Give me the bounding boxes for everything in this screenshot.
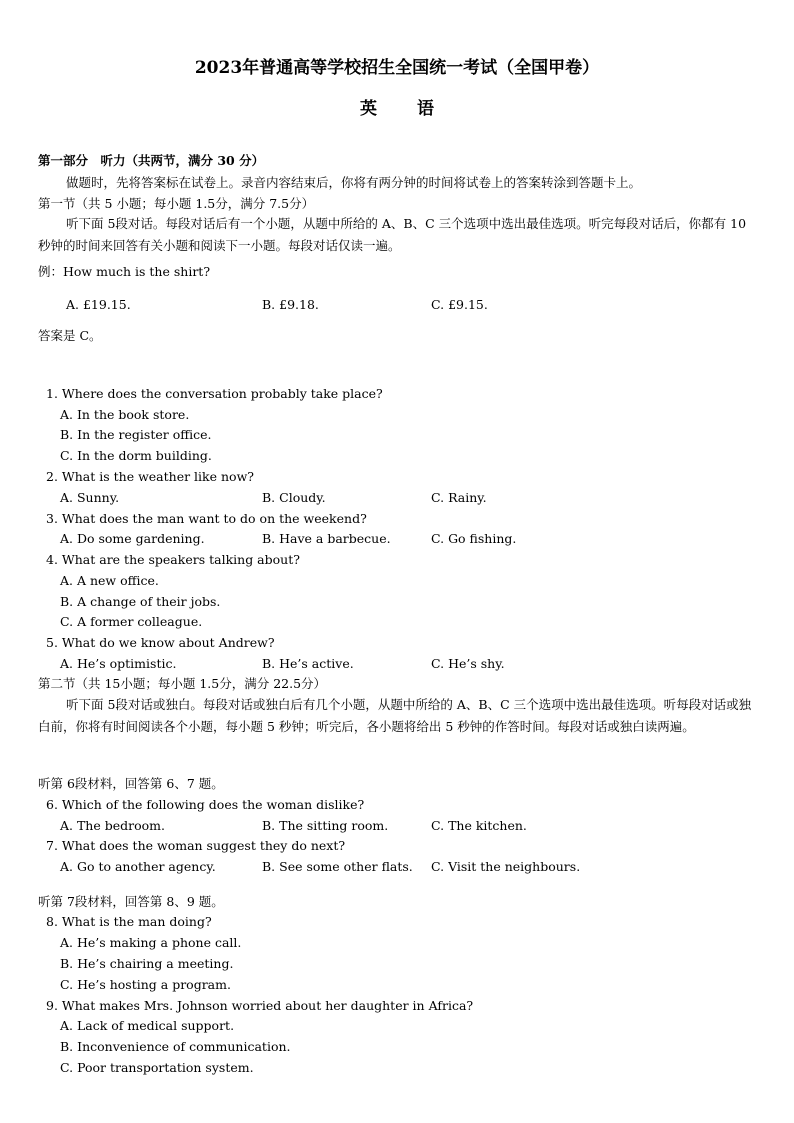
example-option-a: A. £19.15. bbox=[66, 297, 131, 312]
question-1-option-c: C. In the dorm building. bbox=[60, 448, 212, 463]
question-7-option-a: A. Go to another agency. bbox=[60, 859, 216, 874]
question-8-option-b: B. He’s chairing a meeting. bbox=[60, 956, 234, 971]
section2-heading: 第二节（共 15小题；每小题 1.5分，满分 22.5分） bbox=[38, 676, 327, 691]
question-9-option-c: C. Poor transportation system. bbox=[60, 1060, 254, 1075]
question-2-option-a: A. Sunny. bbox=[60, 490, 120, 505]
question-3-option-a: A. Do some gardening. bbox=[60, 531, 205, 546]
question-4-option-a: A. A new office. bbox=[60, 573, 159, 588]
question-7-option-b: B. See some other flats. bbox=[262, 859, 413, 874]
question-8: 8. What is the man doing? bbox=[46, 914, 212, 929]
question-1-option-a: A. In the book store. bbox=[60, 407, 190, 422]
question-9-option-a: A. Lack of medical support. bbox=[60, 1018, 235, 1033]
question-8-option-c: C. He’s hosting a program. bbox=[60, 977, 231, 992]
question-7: 7. What does the woman suggest they do next? bbox=[46, 838, 346, 853]
example-answer: 答案是 C。 bbox=[38, 328, 102, 343]
question-4-option-b: B. A change of their jobs. bbox=[60, 594, 221, 609]
question-6-option-b: B. The sitting room. bbox=[262, 818, 389, 833]
question-1: 1. Where does the conversation probably take place? bbox=[46, 386, 383, 401]
question-6-option-c: C. The kitchen. bbox=[431, 818, 527, 833]
example-option-c: C. £9.15. bbox=[431, 297, 488, 312]
question-2: 2. What is the weather like now? bbox=[46, 469, 254, 484]
subject-title: 英语 bbox=[360, 99, 474, 119]
question-2-option-c: C. Rainy. bbox=[431, 490, 487, 505]
question-5-option-c: C. He’s shy. bbox=[431, 656, 505, 671]
example-question: 例：How much is the shirt? bbox=[38, 264, 211, 279]
question-8-option-a: A. He’s making a phone call. bbox=[60, 935, 242, 950]
question-5: 5. What do we know about Andrew? bbox=[46, 635, 275, 650]
exam-title: 2023年普通高等学校招生全国统一考试（全国甲卷） bbox=[194, 58, 600, 78]
part1-intro: 做题时，先将答案标在试卷上。录音内容结束后，你将有两分钟的时间将试卷上的答案转涂到答题卡上。 bbox=[66, 175, 642, 190]
question-3: 3. What does the man want to do on the weekend? bbox=[46, 511, 367, 526]
question-6: 6. Which of the following does the woman dislike? bbox=[46, 797, 365, 812]
material-7-label: 听第 7段材料，回答第 8、9 题。 bbox=[38, 894, 224, 909]
part1-heading: 第一部分 听力（共两节，满分 30 分） bbox=[38, 153, 265, 168]
question-3-option-c: C. Go fishing. bbox=[431, 531, 517, 546]
question-9-option-b: B. Inconvenience of communication. bbox=[60, 1039, 291, 1054]
section1-heading: 第一节（共 5 小题；每小题 1.5分，满分 7.5分） bbox=[38, 196, 315, 211]
material-6-label: 听第 6段材料，回答第 6、7 题。 bbox=[38, 776, 224, 791]
example-option-b: B. £9.18. bbox=[262, 297, 319, 312]
question-5-option-a: A. He’s optimistic. bbox=[60, 656, 177, 671]
question-4: 4. What are the speakers talking about? bbox=[46, 552, 300, 567]
question-9: 9. What makes Mrs. Johnson worried about her daughter in Africa? bbox=[46, 998, 474, 1013]
question-2-option-b: B. Cloudy. bbox=[262, 490, 326, 505]
question-3-option-b: B. Have a barbecue. bbox=[262, 531, 391, 546]
question-7-option-c: C. Visit the neighbours. bbox=[431, 859, 581, 874]
section1-instructions: 听下面 5段对话。每段对话后有一个小题，从题中所给的 A、B、C 三个选项中选出最佳选项。听完每段对话后，你都有 10 秒钟的时间来回答有关小题和阅读下一小题。每段对话仅读一遍。 bbox=[38, 216, 747, 253]
question-1-option-b: B. In the register office. bbox=[60, 427, 212, 442]
question-6-option-a: A. The bedroom. bbox=[60, 818, 165, 833]
question-4-option-c: C. A former colleague. bbox=[60, 614, 203, 629]
section2-instructions: 听下面 5段对话或独白。每段对话或独白后有几个小题，从题中所给的 A、B、C 三个选项中选出最佳选项。听每段对话或独白前，你将有时间阅读各个小题，每小题 5 秒钟；听完后，各小题将给出 5 秒钟的作答时间。每段对话或独白读两遍。 bbox=[38, 697, 752, 734]
question-5-option-b: B. He’s active. bbox=[262, 656, 354, 671]
